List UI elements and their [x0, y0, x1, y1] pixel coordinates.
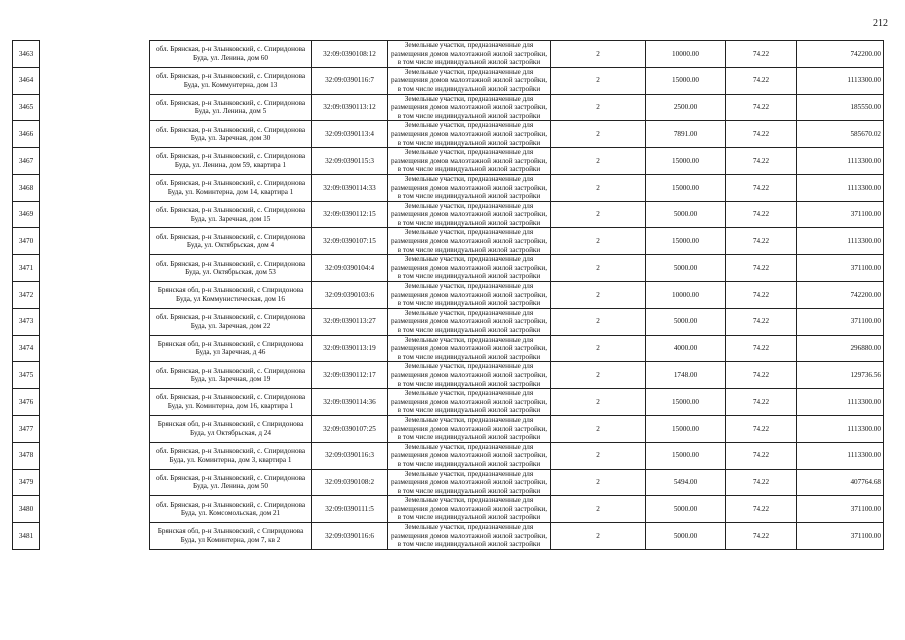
- specific-value-cell: 74.22: [726, 41, 797, 68]
- category-cell: 2: [551, 174, 646, 201]
- cadastral-number-cell: 32:09:0390114:33: [312, 174, 388, 201]
- cadastral-value-cell: 742200.00: [797, 282, 884, 309]
- cadastral-number-cell: 32:09:0390116:7: [312, 67, 388, 94]
- specific-value-cell: 74.22: [726, 335, 797, 362]
- row-number-cell: 3477: [13, 415, 40, 442]
- row-gap-cell: [40, 282, 150, 309]
- category-cell: 2: [551, 523, 646, 550]
- cadastral-number-cell: 32:09:0390108:12: [312, 41, 388, 68]
- land-purpose-cell: Земельные участки, предназначенные для размещения домов малоэтажной жилой застройки, в том числе индивидуальной жилой застройки: [388, 121, 551, 148]
- row-gap-cell: [40, 255, 150, 282]
- table-row: [13, 201, 884, 228]
- area-cell: 10000.00: [646, 41, 726, 68]
- cadastral-number-cell: 32:09:0390108:2: [312, 469, 388, 496]
- row-number-cell: 3475: [13, 362, 40, 389]
- area-cell: 10000.00: [646, 282, 726, 309]
- row-gap-cell: [40, 469, 150, 496]
- specific-value-cell: 74.22: [726, 148, 797, 175]
- row-gap-cell: [40, 496, 150, 523]
- specific-value-cell: 74.22: [726, 389, 797, 416]
- row-number-cell: 3472: [13, 282, 40, 309]
- table-row: [13, 389, 884, 416]
- table-row: [13, 335, 884, 362]
- cadastral-value-cell: 1113300.00: [797, 148, 884, 175]
- address-cell: Брянская обл, р-н Злынковский, с Спиридонова Буда, ул Октябрьская, д 24: [150, 415, 312, 442]
- table-row: [13, 94, 884, 121]
- row-number-cell: 3478: [13, 442, 40, 469]
- cadastral-value-cell: 407764.68: [797, 469, 884, 496]
- table-row: [13, 255, 884, 282]
- area-cell: 15000.00: [646, 148, 726, 175]
- table-row: [13, 469, 884, 496]
- row-gap-cell: [40, 201, 150, 228]
- area-cell: 5000.00: [646, 308, 726, 335]
- row-gap-cell: [40, 148, 150, 175]
- cadastral-number-cell: 32:09:0390114:36: [312, 389, 388, 416]
- land-purpose-cell: Земельные участки, предназначенные для размещения домов малоэтажной жилой застройки, в том числе индивидуальной жилой застройки: [388, 201, 551, 228]
- specific-value-cell: 74.22: [726, 255, 797, 282]
- category-cell: 2: [551, 121, 646, 148]
- cadastral-number-cell: 32:09:0390116:6: [312, 523, 388, 550]
- category-cell: 2: [551, 201, 646, 228]
- row-gap-cell: [40, 174, 150, 201]
- address-cell: обл. Брянская, р-н Злынковский, с. Спиридонова Буда, ул. Заречная, дом 15: [150, 201, 312, 228]
- address-cell: обл. Брянская, р-н Злынковский, с. Спиридонова Буда, ул. Коммунтерна, дом 13: [150, 67, 312, 94]
- row-gap-cell: [40, 67, 150, 94]
- row-gap-cell: [40, 121, 150, 148]
- area-cell: 5000.00: [646, 255, 726, 282]
- specific-value-cell: 74.22: [726, 442, 797, 469]
- specific-value-cell: 74.22: [726, 201, 797, 228]
- address-cell: обл. Брянская, р-н Злынковский, с. Спиридонова Буда, ул. Ленина, дом 60: [150, 41, 312, 68]
- specific-value-cell: 74.22: [726, 174, 797, 201]
- cadastral-number-cell: 32:09:0390103:6: [312, 282, 388, 309]
- row-number-cell: 3476: [13, 389, 40, 416]
- area-cell: 15000.00: [646, 389, 726, 416]
- land-purpose-cell: Земельные участки, предназначенные для размещения домов малоэтажной жилой застройки, в том числе индивидуальной жилой застройки: [388, 362, 551, 389]
- address-cell: обл. Брянская, р-н Злынковский, с. Спиридонова Буда, ул. Заречная, дом 30: [150, 121, 312, 148]
- cadastral-value-cell: 185550.00: [797, 94, 884, 121]
- table-row: [13, 523, 884, 550]
- table-row: [13, 308, 884, 335]
- address-cell: обл. Брянская, р-н Злынковский, с. Спиридонова Буда, ул. Заречная, дом 19: [150, 362, 312, 389]
- cadastral-value-cell: 371100.00: [797, 496, 884, 523]
- cadastral-value-cell: 1113300.00: [797, 174, 884, 201]
- address-cell: обл. Брянская, р-н Злынковский, с. Спиридонова Буда, ул. Коминтерна, дом 16, квартира 1: [150, 389, 312, 416]
- table-row: [13, 282, 884, 309]
- table-row: [13, 148, 884, 175]
- page-number: 212: [873, 18, 888, 29]
- area-cell: 15000.00: [646, 415, 726, 442]
- cadastral-number-cell: 32:09:0390116:3: [312, 442, 388, 469]
- cadastral-number-cell: 32:09:0390107:25: [312, 415, 388, 442]
- address-cell: обл. Брянская, р-н Злынковский, с. Спиридонова Буда, ул. Ленина, дом 59, квартира 1: [150, 148, 312, 175]
- table-row: [13, 442, 884, 469]
- cadastral-number-cell: 32:09:0390113:19: [312, 335, 388, 362]
- cadastral-number-cell: 32:09:0390113:12: [312, 94, 388, 121]
- land-purpose-cell: Земельные участки, предназначенные для размещения домов малоэтажной жилой застройки, в том числе индивидуальной жилой застройки: [388, 469, 551, 496]
- cadastral-value-cell: 371100.00: [797, 308, 884, 335]
- category-cell: 2: [551, 148, 646, 175]
- cadastral-value-cell: 585670.02: [797, 121, 884, 148]
- category-cell: 2: [551, 469, 646, 496]
- row-number-cell: 3467: [13, 148, 40, 175]
- address-cell: Брянская обл, р-н Злынковский, с Спиридонова Буда, ул Коммунистическая, дом 16: [150, 282, 312, 309]
- table-row: [13, 496, 884, 523]
- land-purpose-cell: Земельные участки, предназначенные для размещения домов малоэтажной жилой застройки, в том числе индивидуальной жилой застройки: [388, 228, 551, 255]
- land-purpose-cell: Земельные участки, предназначенные для размещения домов малоэтажной жилой застройки, в том числе индивидуальной жилой застройки: [388, 174, 551, 201]
- table-row: [13, 228, 884, 255]
- category-cell: 2: [551, 335, 646, 362]
- row-gap-cell: [40, 94, 150, 121]
- category-cell: 2: [551, 255, 646, 282]
- cadastral-number-cell: 32:09:0390112:15: [312, 201, 388, 228]
- cadastral-number-cell: 32:09:0390107:15: [312, 228, 388, 255]
- category-cell: 2: [551, 442, 646, 469]
- cadastral-value-cell: 371100.00: [797, 255, 884, 282]
- row-gap-cell: [40, 335, 150, 362]
- cadastral-value-cell: 1113300.00: [797, 228, 884, 255]
- row-number-cell: 3471: [13, 255, 40, 282]
- row-number-cell: 3474: [13, 335, 40, 362]
- specific-value-cell: 74.22: [726, 282, 797, 309]
- area-cell: 15000.00: [646, 228, 726, 255]
- row-number-cell: 3481: [13, 523, 40, 550]
- land-purpose-cell: Земельные участки, предназначенные для размещения домов малоэтажной жилой застройки, в том числе индивидуальной жилой застройки: [388, 282, 551, 309]
- area-cell: 1748.00: [646, 362, 726, 389]
- land-purpose-cell: Земельные участки, предназначенные для размещения домов малоэтажной жилой застройки, в том числе индивидуальной жилой застройки: [388, 496, 551, 523]
- cadastral-value-cell: 371100.00: [797, 201, 884, 228]
- cadastral-value-cell: 742200.00: [797, 41, 884, 68]
- row-number-cell: 3466: [13, 121, 40, 148]
- cadastral-number-cell: 32:09:0390112:17: [312, 362, 388, 389]
- cadastral-value-cell: 1113300.00: [797, 67, 884, 94]
- category-cell: 2: [551, 362, 646, 389]
- cadastral-number-cell: 32:09:0390104:4: [312, 255, 388, 282]
- category-cell: 2: [551, 228, 646, 255]
- specific-value-cell: 74.22: [726, 67, 797, 94]
- category-cell: 2: [551, 415, 646, 442]
- land-purpose-cell: Земельные участки, предназначенные для размещения домов малоэтажной жилой застройки, в том числе индивидуальной жилой застройки: [388, 335, 551, 362]
- address-cell: Брянская обл, р-н Злынковский, с Спиридонова Буда, ул Коминтерна, дом 7, кв 2: [150, 523, 312, 550]
- specific-value-cell: 74.22: [726, 523, 797, 550]
- cadastral-value-cell: 1113300.00: [797, 389, 884, 416]
- address-cell: обл. Брянская, р-н Злынковский, с. Спиридонова Буда, ул. Коминтерна, дом 14, квартира 1: [150, 174, 312, 201]
- area-cell: 4000.00: [646, 335, 726, 362]
- land-purpose-cell: Земельные участки, предназначенные для размещения домов малоэтажной жилой застройки, в том числе индивидуальной жилой застройки: [388, 415, 551, 442]
- specific-value-cell: 74.22: [726, 94, 797, 121]
- area-cell: 15000.00: [646, 442, 726, 469]
- address-cell: обл. Брянская, р-н Злынковский, с. Спиридонова Буда, ул. Коминтерна, дом 3, квартира 1: [150, 442, 312, 469]
- row-number-cell: 3480: [13, 496, 40, 523]
- category-cell: 2: [551, 94, 646, 121]
- table-row: [13, 41, 884, 68]
- row-gap-cell: [40, 389, 150, 416]
- land-purpose-cell: Земельные участки, предназначенные для размещения домов малоэтажной жилой застройки, в том числе индивидуальной жилой застройки: [388, 523, 551, 550]
- row-number-cell: 3473: [13, 308, 40, 335]
- row-gap-cell: [40, 41, 150, 68]
- category-cell: 2: [551, 282, 646, 309]
- table-row: [13, 67, 884, 94]
- address-cell: обл. Брянская, р-н Злынковский, с. Спиридонова Буда, ул. Октябрьская, дом 53: [150, 255, 312, 282]
- cadastral-value-cell: 371100.00: [797, 523, 884, 550]
- row-gap-cell: [40, 228, 150, 255]
- table-row: [13, 362, 884, 389]
- land-purpose-cell: Земельные участки, предназначенные для размещения домов малоэтажной жилой застройки, в том числе индивидуальной жилой застройки: [388, 442, 551, 469]
- specific-value-cell: 74.22: [726, 496, 797, 523]
- category-cell: 2: [551, 496, 646, 523]
- land-purpose-cell: Земельные участки, предназначенные для размещения домов малоэтажной жилой застройки, в том числе индивидуальной жилой застройки: [388, 41, 551, 68]
- row-number-cell: 3463: [13, 41, 40, 68]
- area-cell: 15000.00: [646, 67, 726, 94]
- specific-value-cell: 74.22: [726, 228, 797, 255]
- category-cell: 2: [551, 308, 646, 335]
- land-purpose-cell: Земельные участки, предназначенные для размещения домов малоэтажной жилой застройки, в том числе индивидуальной жилой застройки: [388, 389, 551, 416]
- specific-value-cell: 74.22: [726, 469, 797, 496]
- row-number-cell: 3470: [13, 228, 40, 255]
- table-row: [13, 174, 884, 201]
- table-body: [13, 41, 884, 550]
- area-cell: 2500.00: [646, 94, 726, 121]
- land-purpose-cell: Земельные участки, предназначенные для размещения домов малоэтажной жилой застройки, в том числе индивидуальной жилой застройки: [388, 308, 551, 335]
- row-number-cell: 3469: [13, 201, 40, 228]
- address-cell: обл. Брянская, р-н Злынковский, с. Спиридонова Буда, ул. Октябрьская, дом 4: [150, 228, 312, 255]
- land-purpose-cell: Земельные участки, предназначенные для размещения домов малоэтажной жилой застройки, в том числе индивидуальной жилой застройки: [388, 148, 551, 175]
- cadastral-value-cell: 1113300.00: [797, 442, 884, 469]
- address-cell: обл. Брянская, р-н Злынковский, с. Спиридонова Буда, ул. Заречная, дом 22: [150, 308, 312, 335]
- row-number-cell: 3479: [13, 469, 40, 496]
- land-purpose-cell: Земельные участки, предназначенные для размещения домов малоэтажной жилой застройки, в том числе индивидуальной жилой застройки: [388, 255, 551, 282]
- land-purpose-cell: Земельные участки, предназначенные для размещения домов малоэтажной жилой застройки, в том числе индивидуальной жилой застройки: [388, 67, 551, 94]
- cadastral-number-cell: 32:09:0390113:27: [312, 308, 388, 335]
- address-cell: Брянская обл, р-н Злынковский, с Спиридонова Буда, ул Заречная, д 46: [150, 335, 312, 362]
- address-cell: обл. Брянская, р-н Злынковский, с. Спиридонова Буда, ул. Ленина, дом 5: [150, 94, 312, 121]
- table-row: [13, 415, 884, 442]
- category-cell: 2: [551, 67, 646, 94]
- area-cell: 7891.00: [646, 121, 726, 148]
- category-cell: 2: [551, 41, 646, 68]
- category-cell: 2: [551, 389, 646, 416]
- row-gap-cell: [40, 362, 150, 389]
- row-gap-cell: [40, 308, 150, 335]
- area-cell: 5000.00: [646, 523, 726, 550]
- row-gap-cell: [40, 442, 150, 469]
- address-cell: обл. Брянская, р-н Злынковский, с. Спиридонова Буда, ул. Комсомольская, дом 21: [150, 496, 312, 523]
- land-purpose-cell: Земельные участки, предназначенные для размещения домов малоэтажной жилой застройки, в том числе индивидуальной жилой застройки: [388, 94, 551, 121]
- specific-value-cell: 74.22: [726, 415, 797, 442]
- row-gap-cell: [40, 523, 150, 550]
- cadastral-value-cell: 129736.56: [797, 362, 884, 389]
- row-gap-cell: [40, 415, 150, 442]
- area-cell: 5494.00: [646, 469, 726, 496]
- cadastral-value-table: [12, 40, 884, 550]
- area-cell: 5000.00: [646, 496, 726, 523]
- specific-value-cell: 74.22: [726, 308, 797, 335]
- cadastral-number-cell: 32:09:0390113:4: [312, 121, 388, 148]
- row-number-cell: 3464: [13, 67, 40, 94]
- specific-value-cell: 74.22: [726, 362, 797, 389]
- row-number-cell: 3468: [13, 174, 40, 201]
- cadastral-number-cell: 32:09:0390115:3: [312, 148, 388, 175]
- cadastral-value-cell: 1113300.00: [797, 415, 884, 442]
- specific-value-cell: 74.22: [726, 121, 797, 148]
- row-number-cell: 3465: [13, 94, 40, 121]
- cadastral-value-cell: 296880.00: [797, 335, 884, 362]
- table-row: [13, 121, 884, 148]
- address-cell: обл. Брянская, р-н Злынковский, с. Спиридонова Буда, ул. Ленина, дом 50: [150, 469, 312, 496]
- area-cell: 15000.00: [646, 174, 726, 201]
- area-cell: 5000.00: [646, 201, 726, 228]
- cadastral-number-cell: 32:09:0390111:5: [312, 496, 388, 523]
